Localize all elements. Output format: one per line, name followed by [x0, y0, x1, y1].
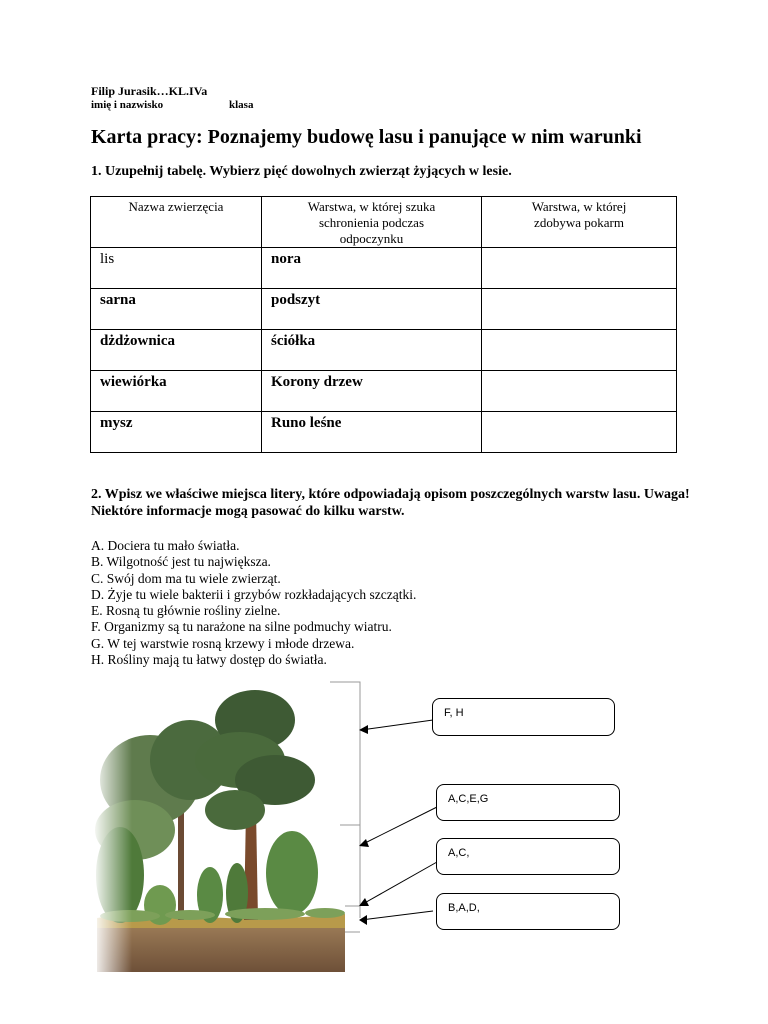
animal-cell: lis [91, 248, 262, 289]
task1-instruction: 1. Uzupełnij tabelę. Wybierz pięć dowolnych zwierząt żyjących w lesie. [91, 164, 512, 179]
student-name: Filip Jurasik…KL.IVa [91, 84, 208, 98]
option-item: B. Wilgotność jest tu największa. [91, 554, 271, 570]
name-label: imię i nazwisko [91, 99, 164, 111]
option-item: H. Rośliny mają tu łatwy dostęp do światła. [91, 652, 327, 668]
shelter-cell: ściółka [262, 330, 482, 371]
column-header: Nazwa zwierzęcia [91, 197, 262, 248]
answer-box-undergrowth[interactable]: A,C,E,G [436, 784, 620, 821]
option-item: C. Swój dom ma tu wiele zwierząt. [91, 570, 281, 586]
answer-box-herbs[interactable]: A,C, [436, 838, 620, 875]
arrows [361, 720, 437, 920]
shelter-cell: Runo leśne [262, 412, 482, 453]
shelter-cell: nora [262, 248, 482, 289]
answer-box-crowns[interactable]: F, H [432, 698, 615, 736]
layer-bracket [320, 682, 360, 932]
shelter-cell: Korony drzew [262, 371, 482, 412]
answer-box-litter[interactable]: B,A,D, [436, 893, 620, 930]
animal-cell: wiewiórka [91, 371, 262, 412]
column-header: Warstwa, w której zdobywa pokarm [482, 197, 677, 248]
option-item: F. Organizmy są tu narażone na silne podmuchy wiatru. [91, 619, 392, 635]
column-header: Warstwa, w której szuka schronienia podczas odpoczynku [262, 197, 482, 248]
class-label: klasa [229, 99, 254, 111]
page-title: Karta pracy: Poznajemy budowę lasu i panujące w nim warunki [91, 126, 642, 148]
option-item: A. Dociera tu mało światła. [91, 538, 240, 553]
animal-cell: dżdżownica [91, 330, 262, 371]
task2-instruction: 2. Wpisz we właściwe miejsca litery, które odpowiadają opisom poszczególnych warstw lasu. Uwaga! Niektóre informacje mogą pasować do kilku warstw. [91, 487, 690, 519]
shelter-cell: podszyt [262, 289, 482, 330]
animal-cell: sarna [91, 289, 262, 330]
soil-layer [97, 926, 345, 972]
animal-cell: mysz [91, 412, 262, 453]
option-item: G. W tej warstwie rosną krzewy i młode drzewa. [91, 635, 355, 651]
option-item: D. Żyje tu wiele bakterii i grzybów rozkładających szczątki. [91, 586, 417, 602]
option-item: E. Rosną tu głównie rośliny zielne. [91, 603, 281, 619]
